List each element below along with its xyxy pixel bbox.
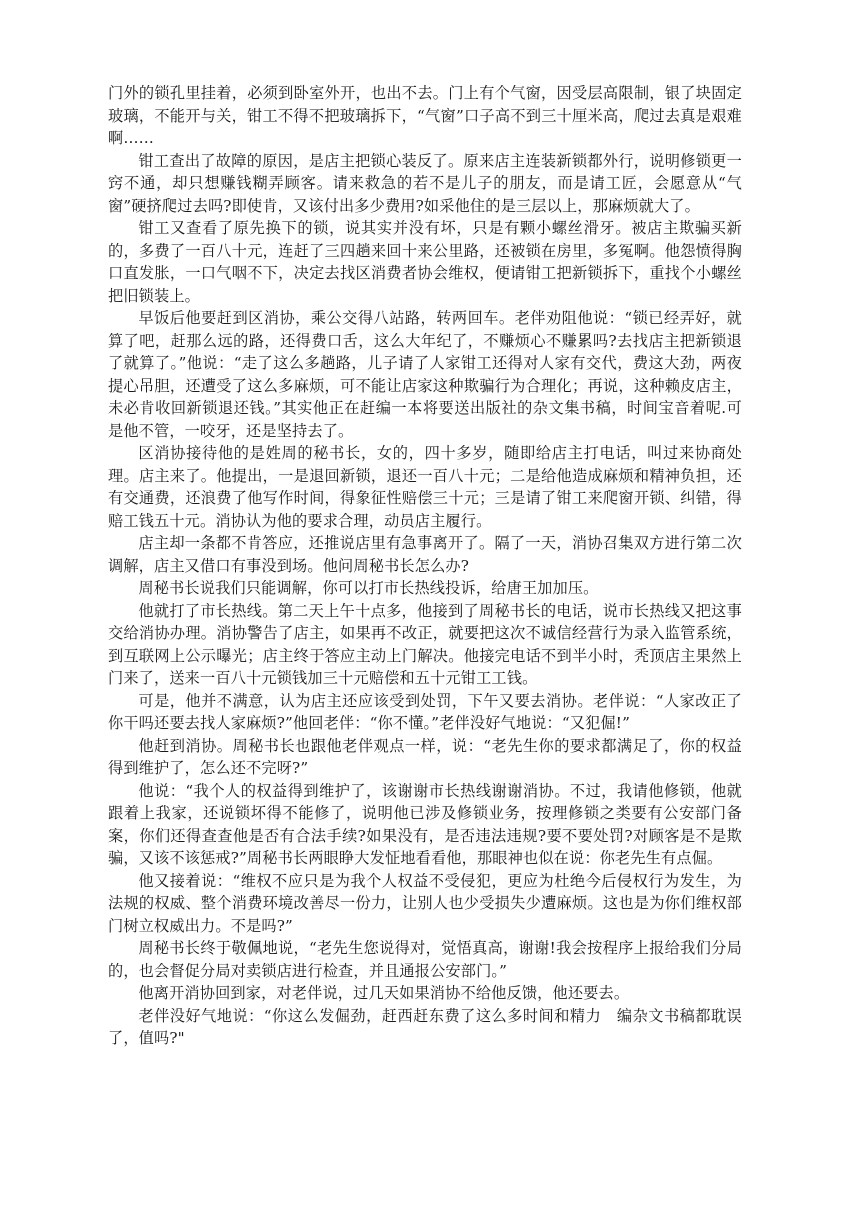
paragraph: 周秘书长说我们只能调解，你可以打市长热线投诉，给唐王加加压。 (138, 579, 599, 597)
paragraph: 老伴没好气地说：“你这么发倔劲，赶西赶东费了这么多时间和精力 编杂文书稿都耽误了，值吗?" (108, 1006, 742, 1047)
paragraph: 钳工查出了故障的原因，是店主把锁心装反了。原来店主连装新锁都外行，说明修锁更一窍不通，却只想赚钱糊弄顾客。请来救急的若不是儿子的朋友，而是请工匠，会愿意从“气窗”硬挤爬过去吗?即使肯，又该付出多少费用?如采他住的是三层以上，那麻烦就大了。 (108, 151, 742, 215)
paragraph: 门外的锁孔里挂着，必须到卧室外开，也出不去。门上有个气窗，因受层高限制，银了块固定玻璃，不能开与关，钳工不得不把玻璃拆下，“气窗”口子高不到三十厘米高，爬过去真是艰难啊…… (108, 84, 742, 147)
paragraph: 钳工又查看了原先换下的锁，说其实并没有坏，只是有颗小螺丝滑牙。被店主欺骗买新的，多费了一百八十元，连赶了三四趟来回十来公里路，还被锁在房里，多冤啊。他怨愤得胸口直发胀，一口气咽不下，决定去找区消费者协会维权，便请钳工把新锁拆下，重找个小螺丝把旧锁装上。 (108, 219, 742, 305)
paragraph: 他就打了市长热线。第二天上午十点多，他接到了周秘书长的电话，说市长热线又把这事交给消协办理。消协警告了店主，如果再不改正，就要把这次不诚信经营行为录入监管系统，到互联网上公示曝光；店主终于答应主动上门解决。他接完电话不到半小时，秃顶店主果然上门来了，送来一百八十元锁钱加三十元赔偿和五十元钳工工钱。 (108, 601, 742, 687)
paragraph: 他离开消协回到家，对老伴说，过几天如果消协不给他反馈，他还要去。 (138, 984, 630, 1002)
paragraph: 早饭后他要赶到区消协，乘公交得八站路，转两回车。老伴劝阻他说：“锁已经弄好，就算了吧，赶那么远的路，还得费口舌，这么大年纪了，不赚烦心不赚累吗?去找店主把新锁退了就算了。”他说：“走了这么多趟路，儿子请了人家钳工还得对人家有交代，费这大劲，两夜提心吊胆，还遭受了这么多麻烦，可不能让店家这种欺骗行为合理化；再说，这种赖皮店主，未必肯收回新锁退还钱。”其实他正在赶编一本将要送出版社的杂文集书稿，时间宝音着呢.可是他不管，一咬牙，还是坚持去了。 (108, 309, 742, 440)
paragraph: 他赶到消协。周秘书长也跟他老伴观点一样，说：“老先生你的要求都满足了，你的权益得到维护了，怎么还不完呀?” (108, 736, 742, 777)
paragraph: 他说：“我个人的权益得到维护了，该谢谢市长热线谢谢消协。不过，我请他修锁，他就跟着上我家，还说锁坏得不能修了，说明他已涉及修锁业务，按理修锁之类要有公安部门备案，你们还得查查他是否有合法手续?如果没有，是否违法违规?要不要处罚?对顾客是不是欺骗，又该不该惩戒?”周秘书长两眼睁大发怔地看看他，那眼神也似在说：你老先生有点倔。 (108, 781, 742, 867)
paragraph: 周秘书长终于敬佩地说，“老先生您说得对，觉悟真高，谢谢!我会按程序上报给我们分局的，也会督促分局对卖锁店进行检查，并且通报公安部门。” (108, 939, 742, 980)
paragraph: 区消协接待他的是姓周的秘书长，女的，四十多岁，随即给店主打电话，叫过来协商处理。店主来了。他提出，一是退回新锁，退还一百八十元；二是给他造成麻烦和精神负担，还有交通费，还浪费了他写作时间，得象征性赔偿三十元；三是请了钳工来爬窗开锁、纠错，得赔工钱五十元。消协认为他的要求合理，动员店主履行。 (108, 444, 742, 530)
article-body (108, 82, 742, 1050)
paragraph: 可是，他并不满意，认为店主还应该受到处罚，下午又要去消协。老伴说：“人家改正了你干吗还要去找人家麻烦?”他回老伴：“你不懂。”老伴没好气地说：“又犯倔!” (108, 691, 742, 732)
paragraph: 他又接着说：“维权不应只是为我个人权益不受侵犯，更应为杜绝今后侵权行为发生，为法规的权威、整个消费环境改善尽一份力，让别人也少受损失少遭麻烦。这也是为你们维权部门树立权威出力。不是吗?” (108, 871, 742, 935)
paragraph: 店主却一条都不肯答应，还推说店里有急事离开了。隔了一天，消协召集双方进行第二次调解，店主又借口有事没到场。他问周秘书长怎么办? (108, 534, 742, 575)
